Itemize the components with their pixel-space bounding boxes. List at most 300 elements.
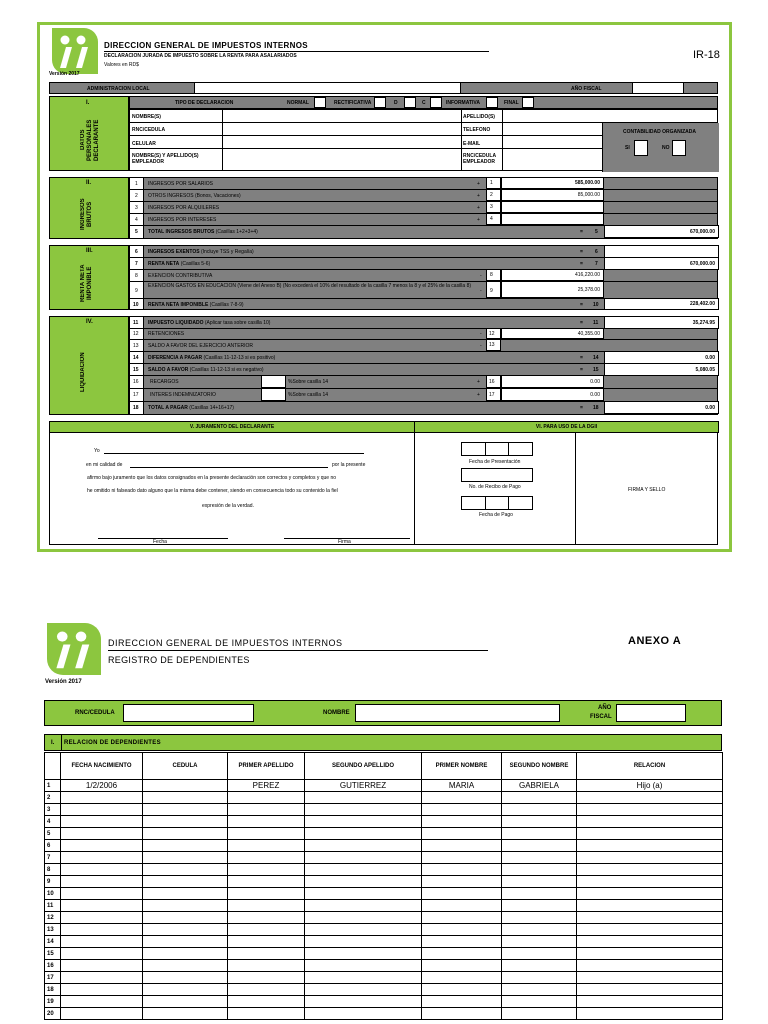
table-cell[interactable] xyxy=(577,804,723,816)
table-cell[interactable] xyxy=(305,948,422,960)
table-cell[interactable] xyxy=(143,792,228,804)
table-cell[interactable] xyxy=(61,840,143,852)
table-cell[interactable] xyxy=(305,996,422,1008)
table-cell[interactable] xyxy=(577,948,723,960)
table-cell[interactable] xyxy=(143,912,228,924)
por-label: por la presente xyxy=(332,462,366,468)
table-cell[interactable] xyxy=(228,948,305,960)
table-cell[interactable] xyxy=(305,924,422,936)
row-number: 4 xyxy=(45,816,61,828)
table-cell[interactable] xyxy=(61,936,143,948)
dependientes-roman: I. xyxy=(51,740,55,746)
total-pagar-value[interactable]: 0.00 xyxy=(604,401,719,414)
box-1: 1 xyxy=(486,177,501,189)
table-cell[interactable] xyxy=(577,828,723,840)
table-cell[interactable] xyxy=(422,864,502,876)
si-check[interactable] xyxy=(634,140,648,156)
personal-data-grid xyxy=(129,109,718,171)
recargos-value[interactable]: 0.00 xyxy=(501,375,604,388)
row-number: 20 xyxy=(45,1008,61,1020)
table-cell[interactable] xyxy=(502,852,577,864)
informativa-check[interactable] xyxy=(486,97,498,108)
ingresos-alquileres-value[interactable] xyxy=(501,201,604,213)
total-ingresos-value[interactable]: 670,000.00 xyxy=(604,225,719,238)
table-cell[interactable] xyxy=(143,840,228,852)
table-cell[interactable] xyxy=(228,1008,305,1020)
table-cell[interactable]: Hijo (a) xyxy=(577,780,723,792)
table-cell[interactable] xyxy=(305,828,422,840)
table-cell[interactable] xyxy=(422,996,502,1008)
table-cell[interactable] xyxy=(143,852,228,864)
section-1-roman: I. xyxy=(86,100,90,106)
version-label: Versión 2017 xyxy=(49,71,80,77)
rnc-empleador-label: RNC/CEDULA EMPLEADOR xyxy=(463,153,496,165)
table-cell[interactable] xyxy=(228,816,305,828)
table-cell[interactable] xyxy=(228,984,305,996)
box-9: 9 xyxy=(486,281,501,298)
table-row xyxy=(45,996,723,1008)
anexo-ano-input[interactable] xyxy=(616,704,686,722)
table-cell[interactable] xyxy=(143,1008,228,1020)
row-1: 1 INGRESOS POR SALARIOS + 1 585,000.00 xyxy=(130,178,717,190)
table-cell[interactable] xyxy=(61,924,143,936)
dgii-logo xyxy=(52,28,98,74)
section-2-side xyxy=(49,177,129,239)
table-cell[interactable] xyxy=(228,960,305,972)
table-row xyxy=(45,852,723,864)
table-cell[interactable] xyxy=(422,852,502,864)
recibo-box[interactable] xyxy=(461,468,533,482)
table-cell[interactable] xyxy=(143,816,228,828)
table-cell[interactable] xyxy=(228,912,305,924)
table-cell[interactable] xyxy=(305,936,422,948)
table-cell[interactable] xyxy=(502,828,577,840)
table-cell[interactable] xyxy=(61,888,143,900)
table-row xyxy=(45,912,723,924)
table-cell[interactable] xyxy=(61,804,143,816)
table-cell[interactable] xyxy=(61,900,143,912)
table-cell[interactable] xyxy=(305,804,422,816)
table-cell[interactable] xyxy=(228,888,305,900)
section-2-rows xyxy=(129,177,718,239)
table-cell[interactable] xyxy=(61,972,143,984)
section-4-side-label: LIQUIDACION xyxy=(80,352,86,392)
table-cell[interactable] xyxy=(305,972,422,984)
diferencia-pagar-value[interactable]: 0.00 xyxy=(604,351,719,364)
box-4: 4 xyxy=(486,213,501,225)
table-row xyxy=(45,840,723,852)
table-cell[interactable] xyxy=(422,948,502,960)
table-cell[interactable] xyxy=(502,996,577,1008)
table-cell[interactable] xyxy=(143,984,228,996)
section-3-side-label: RENTA NETA IMPONIBLE xyxy=(80,264,93,302)
col-segundo-nombre: SEGUNDO NOMBRE xyxy=(502,753,577,780)
table-cell[interactable] xyxy=(228,900,305,912)
ano-fiscal-label: AÑO FISCAL xyxy=(571,86,602,92)
row-number: 7 xyxy=(45,852,61,864)
table-cell[interactable]: GUTIERREZ xyxy=(305,780,422,792)
impuesto-liquidado-value[interactable]: 35,274.95 xyxy=(604,316,719,329)
table-cell[interactable] xyxy=(502,924,577,936)
section-4-side xyxy=(49,316,129,415)
row-number: 3 xyxy=(45,804,61,816)
exencion-educacion-value[interactable]: 25,378.00 xyxy=(501,281,604,298)
rectificativa-label: RECTIFICATIVA xyxy=(334,100,372,106)
box-12: 12 xyxy=(486,328,501,339)
admin-local-input[interactable] xyxy=(194,82,461,94)
table-cell[interactable] xyxy=(305,864,422,876)
table-cell[interactable] xyxy=(577,936,723,948)
table-cell[interactable] xyxy=(305,888,422,900)
anexo-rnc-input[interactable] xyxy=(123,704,254,722)
table-cell[interactable] xyxy=(228,792,305,804)
table-cell[interactable] xyxy=(422,900,502,912)
table-cell[interactable] xyxy=(502,888,577,900)
table-cell[interactable]: 1/2/2006 xyxy=(61,780,143,792)
row-10: 10 RENTA NETA IMPONIBLE (Casillas 7-8-9) = 10 228,402.00 xyxy=(130,299,717,310)
table-cell[interactable]: MARIA xyxy=(422,780,502,792)
table-cell[interactable] xyxy=(577,996,723,1008)
fecha-presentacion-label: Fecha de Presentación xyxy=(469,459,521,465)
table-cell[interactable] xyxy=(305,816,422,828)
table-cell[interactable] xyxy=(577,912,723,924)
table-cell[interactable] xyxy=(502,864,577,876)
table-row xyxy=(45,780,723,792)
table-cell[interactable] xyxy=(422,960,502,972)
col-segundo-apellido: SEGUNDO APELLIDO xyxy=(305,753,422,780)
table-cell[interactable] xyxy=(143,876,228,888)
table-cell[interactable] xyxy=(61,852,143,864)
col-cedula: CEDULA xyxy=(143,753,228,780)
admin-local-label: ADMINISTRACION LOCAL xyxy=(87,86,150,92)
yo-label: Yo xyxy=(94,448,100,454)
table-cell[interactable] xyxy=(61,828,143,840)
section-3-rows xyxy=(129,245,718,310)
table-cell[interactable] xyxy=(502,900,577,912)
col-relacion: RELACION xyxy=(577,753,723,780)
table-cell[interactable]: PEREZ xyxy=(228,780,305,792)
contabilidad-box xyxy=(602,123,719,172)
row-number: 15 xyxy=(45,948,61,960)
table-cell[interactable] xyxy=(577,960,723,972)
table-cell[interactable] xyxy=(61,816,143,828)
table-cell[interactable] xyxy=(422,876,502,888)
no-check[interactable] xyxy=(672,140,686,156)
box-16: 16 xyxy=(486,375,501,388)
table-cell[interactable] xyxy=(577,900,723,912)
table-cell[interactable] xyxy=(228,852,305,864)
si-label: SI xyxy=(625,145,630,151)
row-11: 11 IMPUESTO LIQUIDADO (Aplicar tasa sobre casilla 10) = 11 35,274.95 xyxy=(130,317,717,329)
form-code: IR-18 xyxy=(693,49,720,61)
box-3: 3 xyxy=(486,201,501,213)
nombres-label: NOMBRE(S) xyxy=(132,114,161,120)
table-cell[interactable] xyxy=(305,960,422,972)
c-check[interactable] xyxy=(430,97,442,108)
row-13: 13 SALDO A FAVOR DEL EJERCICIO ANTERIOR - 13 xyxy=(130,340,717,352)
table-cell[interactable] xyxy=(305,912,422,924)
anexo-title-underline xyxy=(108,650,488,651)
no-label: NO xyxy=(662,145,670,151)
table-cell[interactable] xyxy=(422,1008,502,1020)
row-number: 2 xyxy=(45,792,61,804)
row-16: 16 RECARGOS %Sobre casilla 14 + 16 0.00 xyxy=(130,376,717,389)
renta-neta-value[interactable]: 670,000.00 xyxy=(604,257,719,270)
table-row xyxy=(45,900,723,912)
table-cell[interactable] xyxy=(422,792,502,804)
table-cell[interactable] xyxy=(422,972,502,984)
otros-ingresos-value[interactable]: 85,000.00 xyxy=(501,189,604,201)
ingresos-salarios-value[interactable]: 585,000.00 xyxy=(501,177,604,189)
table-cell[interactable] xyxy=(61,1008,143,1020)
table-cell[interactable] xyxy=(228,924,305,936)
rectificativa-check[interactable] xyxy=(374,97,386,108)
nombres-input[interactable] xyxy=(223,110,460,122)
table-cell[interactable] xyxy=(143,972,228,984)
row-14: 14 DIFERENCIA A PAGAR (Casillas 11-12-13 si es positivo) = 14 0.00 xyxy=(130,352,717,364)
table-cell[interactable] xyxy=(577,876,723,888)
table-cell[interactable] xyxy=(143,780,228,792)
d-label: D xyxy=(394,100,398,106)
box-17: 17 xyxy=(486,388,501,401)
contabilidad-label: CONTABILIDAD ORGANIZADA xyxy=(623,129,696,135)
firma-sello-label: FIRMA Y SELLO xyxy=(628,487,666,493)
row-number: 8 xyxy=(45,864,61,876)
ano-fiscal-input[interactable] xyxy=(632,82,684,94)
table-cell[interactable] xyxy=(61,996,143,1008)
section-1-side-label: DATOS PERSONALES DECLARANTE xyxy=(80,119,100,161)
row-number: 19 xyxy=(45,996,61,1008)
dgii-logo-anexo xyxy=(47,623,101,675)
table-cell[interactable] xyxy=(577,840,723,852)
table-cell[interactable] xyxy=(228,804,305,816)
table-row xyxy=(45,888,723,900)
table-cell[interactable] xyxy=(422,840,502,852)
table-cell[interactable] xyxy=(577,972,723,984)
exencion-contributiva-value[interactable]: 416,220.00 xyxy=(501,269,604,281)
saldo-favor-value[interactable]: 5,080.05 xyxy=(604,363,719,376)
table-cell[interactable] xyxy=(422,912,502,924)
juramento-line-3: expresión de la verdad. xyxy=(202,503,254,509)
email-label: E-MAIL xyxy=(463,141,481,147)
section-5-title: V. JURAMENTO DEL DECLARANTE xyxy=(49,421,415,433)
table-cell[interactable] xyxy=(305,792,422,804)
table-cell[interactable] xyxy=(577,984,723,996)
box-13: 13 xyxy=(486,339,501,351)
table-row xyxy=(45,864,723,876)
table-cell[interactable] xyxy=(228,840,305,852)
table-cell[interactable] xyxy=(577,888,723,900)
table-cell[interactable] xyxy=(143,924,228,936)
recargos-pct-input[interactable] xyxy=(261,375,286,388)
admin-bar xyxy=(49,82,718,94)
table-cell[interactable] xyxy=(143,828,228,840)
normal-check[interactable] xyxy=(314,97,326,108)
table-cell[interactable]: GABRIELA xyxy=(502,780,577,792)
table-cell[interactable] xyxy=(577,1008,723,1020)
d-check[interactable] xyxy=(404,97,416,108)
col-primer-nombre: PRIMER NOMBRE xyxy=(422,753,502,780)
table-cell[interactable] xyxy=(61,984,143,996)
section-3-side xyxy=(49,245,129,310)
table-cell[interactable] xyxy=(228,864,305,876)
table-cell[interactable] xyxy=(577,924,723,936)
table-cell[interactable] xyxy=(61,792,143,804)
nombre-empleador-label: NOMBRE(S) Y APELLIDO(S) EMPLEADOR xyxy=(132,153,199,165)
interes-value[interactable]: 0.00 xyxy=(501,388,604,401)
table-cell[interactable] xyxy=(502,972,577,984)
box-2: 2 xyxy=(486,189,501,201)
table-cell[interactable] xyxy=(422,828,502,840)
row-5-total: 5 TOTAL INGRESOS BRUTOS (Casillas 1+2+3+4) = 5 670,000.00 xyxy=(130,226,717,238)
table-cell[interactable] xyxy=(577,816,723,828)
table-cell[interactable] xyxy=(502,876,577,888)
interes-pct-input[interactable] xyxy=(261,388,286,401)
table-row xyxy=(45,972,723,984)
table-cell[interactable] xyxy=(61,864,143,876)
table-row xyxy=(45,828,723,840)
renta-neta-imponible-value[interactable]: 228,402.00 xyxy=(604,298,719,310)
table-cell[interactable] xyxy=(61,960,143,972)
table-cell[interactable] xyxy=(61,876,143,888)
table-row xyxy=(45,876,723,888)
fecha-presentacion-boxes[interactable] xyxy=(461,442,533,456)
table-cell[interactable] xyxy=(577,792,723,804)
tipo-declaracion-bar xyxy=(129,96,718,109)
table-cell[interactable] xyxy=(61,912,143,924)
table-cell[interactable] xyxy=(61,948,143,960)
section-3-roman: III. xyxy=(86,248,93,254)
values-note: Valores en RD$ xyxy=(104,62,139,68)
anexo-header-bar xyxy=(44,700,722,726)
table-cell[interactable] xyxy=(502,960,577,972)
row-number: 17 xyxy=(45,972,61,984)
fecha-label: Fecha xyxy=(153,539,167,545)
table-cell[interactable] xyxy=(422,924,502,936)
table-cell[interactable] xyxy=(143,948,228,960)
final-check[interactable] xyxy=(522,97,534,108)
row-number: 11 xyxy=(45,900,61,912)
row-7: 7 RENTA NETA (Casillas 5-6) = 7 670,000.00 xyxy=(130,258,717,270)
table-cell[interactable] xyxy=(422,804,502,816)
fecha-pago-boxes[interactable] xyxy=(461,496,533,510)
table-cell[interactable] xyxy=(577,852,723,864)
table-row xyxy=(45,984,723,996)
table-cell[interactable] xyxy=(502,792,577,804)
table-cell[interactable] xyxy=(502,804,577,816)
table-cell[interactable] xyxy=(228,936,305,948)
anexo-rnc-label: RNC/CEDULA xyxy=(75,710,115,716)
table-cell[interactable] xyxy=(502,1008,577,1020)
table-cell[interactable] xyxy=(143,996,228,1008)
dependientes-body xyxy=(45,780,723,1020)
row-2: 2 OTROS INGRESOS (Bonos, Vacaciones) + 2 85,000.00 xyxy=(130,190,717,202)
table-cell[interactable] xyxy=(305,840,422,852)
row-number: 16 xyxy=(45,960,61,972)
table-cell[interactable] xyxy=(422,936,502,948)
section-2-side-label: INGRESOS BRUTOS xyxy=(80,198,93,230)
anexo-title: ANEXO A xyxy=(628,635,682,647)
table-cell[interactable] xyxy=(228,828,305,840)
table-cell[interactable] xyxy=(305,984,422,996)
table-cell[interactable] xyxy=(502,840,577,852)
org-title: DIRECCION GENERAL DE IMPUESTOS INTERNOS xyxy=(104,41,308,50)
table-row xyxy=(45,804,723,816)
table-cell[interactable] xyxy=(143,960,228,972)
section-6-title: VI. PARA USO DE LA DGII xyxy=(414,421,719,433)
col-fecha-nacimiento: FECHA NACIMIENTO xyxy=(61,753,143,780)
apellidos-input[interactable] xyxy=(503,110,603,122)
row-number: 18 xyxy=(45,984,61,996)
table-row xyxy=(45,936,723,948)
table-row xyxy=(45,816,723,828)
table-cell[interactable] xyxy=(422,888,502,900)
table-cell[interactable] xyxy=(143,864,228,876)
table-row xyxy=(45,924,723,936)
table-cell[interactable] xyxy=(502,948,577,960)
yo-line[interactable] xyxy=(104,453,364,454)
ingresos-intereses-value[interactable] xyxy=(501,213,604,225)
row-9: 9 EXENCION GASTOS EN EDUCACION (Viene del Anexo B) (No excederá el 10% del resultado de la casilla 7 menos la 8 y el 25% de la casilla 8) - 9 25,378.00 xyxy=(130,282,717,299)
firma-label: Firma xyxy=(338,539,351,545)
table-row xyxy=(45,960,723,972)
anexo-nombre-input[interactable] xyxy=(355,704,560,722)
table-cell[interactable] xyxy=(502,912,577,924)
row-8: 8 EXENCION CONTRIBUTIVA - 8 416,220.00 xyxy=(130,270,717,282)
retenciones-value[interactable]: 40,355.00 xyxy=(501,328,604,339)
final-label: FINAL xyxy=(504,100,519,106)
table-cell[interactable] xyxy=(422,984,502,996)
dependientes-grid xyxy=(44,752,723,1020)
table-cell[interactable] xyxy=(577,864,723,876)
table-cell[interactable] xyxy=(228,996,305,1008)
row-number: 9 xyxy=(45,876,61,888)
anexo-version: Versión 2017 xyxy=(45,679,82,685)
row-3: 3 INGRESOS POR ALQUILERES + 3 xyxy=(130,202,717,214)
table-cell[interactable] xyxy=(422,816,502,828)
table-cell[interactable] xyxy=(305,876,422,888)
table-cell[interactable] xyxy=(502,936,577,948)
row-number: 10 xyxy=(45,888,61,900)
table-cell[interactable] xyxy=(502,816,577,828)
table-cell[interactable] xyxy=(305,852,422,864)
juramento-line-2: he omitido ni falseado dato alguno que la misma debe contener, siendo en consecuencia todo su contenido la fiel xyxy=(87,488,338,494)
table-cell[interactable] xyxy=(143,804,228,816)
calidad-line[interactable] xyxy=(130,467,328,468)
row-12: 12 RETENCIONES - 12 40,355.00 xyxy=(130,329,717,340)
dependientes-title: RELACION DE DEPENDIENTES xyxy=(64,740,161,746)
table-cell[interactable] xyxy=(305,900,422,912)
table-cell[interactable] xyxy=(228,876,305,888)
row-15: 15 SALDO A FAVOR (Casillas 11-12-13 si es negativo) = 15 5,080.05 xyxy=(130,364,717,376)
table-cell[interactable] xyxy=(143,888,228,900)
dependientes-header-row xyxy=(45,753,723,780)
table-cell[interactable] xyxy=(143,936,228,948)
anexo-nombre-label: NOMBRE xyxy=(323,710,350,716)
anexo-ano-label-1: AÑO xyxy=(598,705,612,711)
table-cell[interactable] xyxy=(502,984,577,996)
form-subtitle: DECLARACION JURADA DE IMPUESTO SOBRE LA RENTA PARA ASALARIADOS xyxy=(104,53,297,59)
row-18: 18 TOTAL A PAGAR (Casillas 14+16+17) = 18 0.00 xyxy=(130,402,717,414)
section-4-roman: IV. xyxy=(86,319,93,325)
table-cell[interactable] xyxy=(305,1008,422,1020)
row-4: 4 INGRESOS POR INTERESES + 4 xyxy=(130,214,717,226)
table-row xyxy=(45,948,723,960)
title-underline xyxy=(104,51,489,52)
row-number: 13 xyxy=(45,924,61,936)
table-cell[interactable] xyxy=(143,900,228,912)
table-cell[interactable] xyxy=(228,972,305,984)
